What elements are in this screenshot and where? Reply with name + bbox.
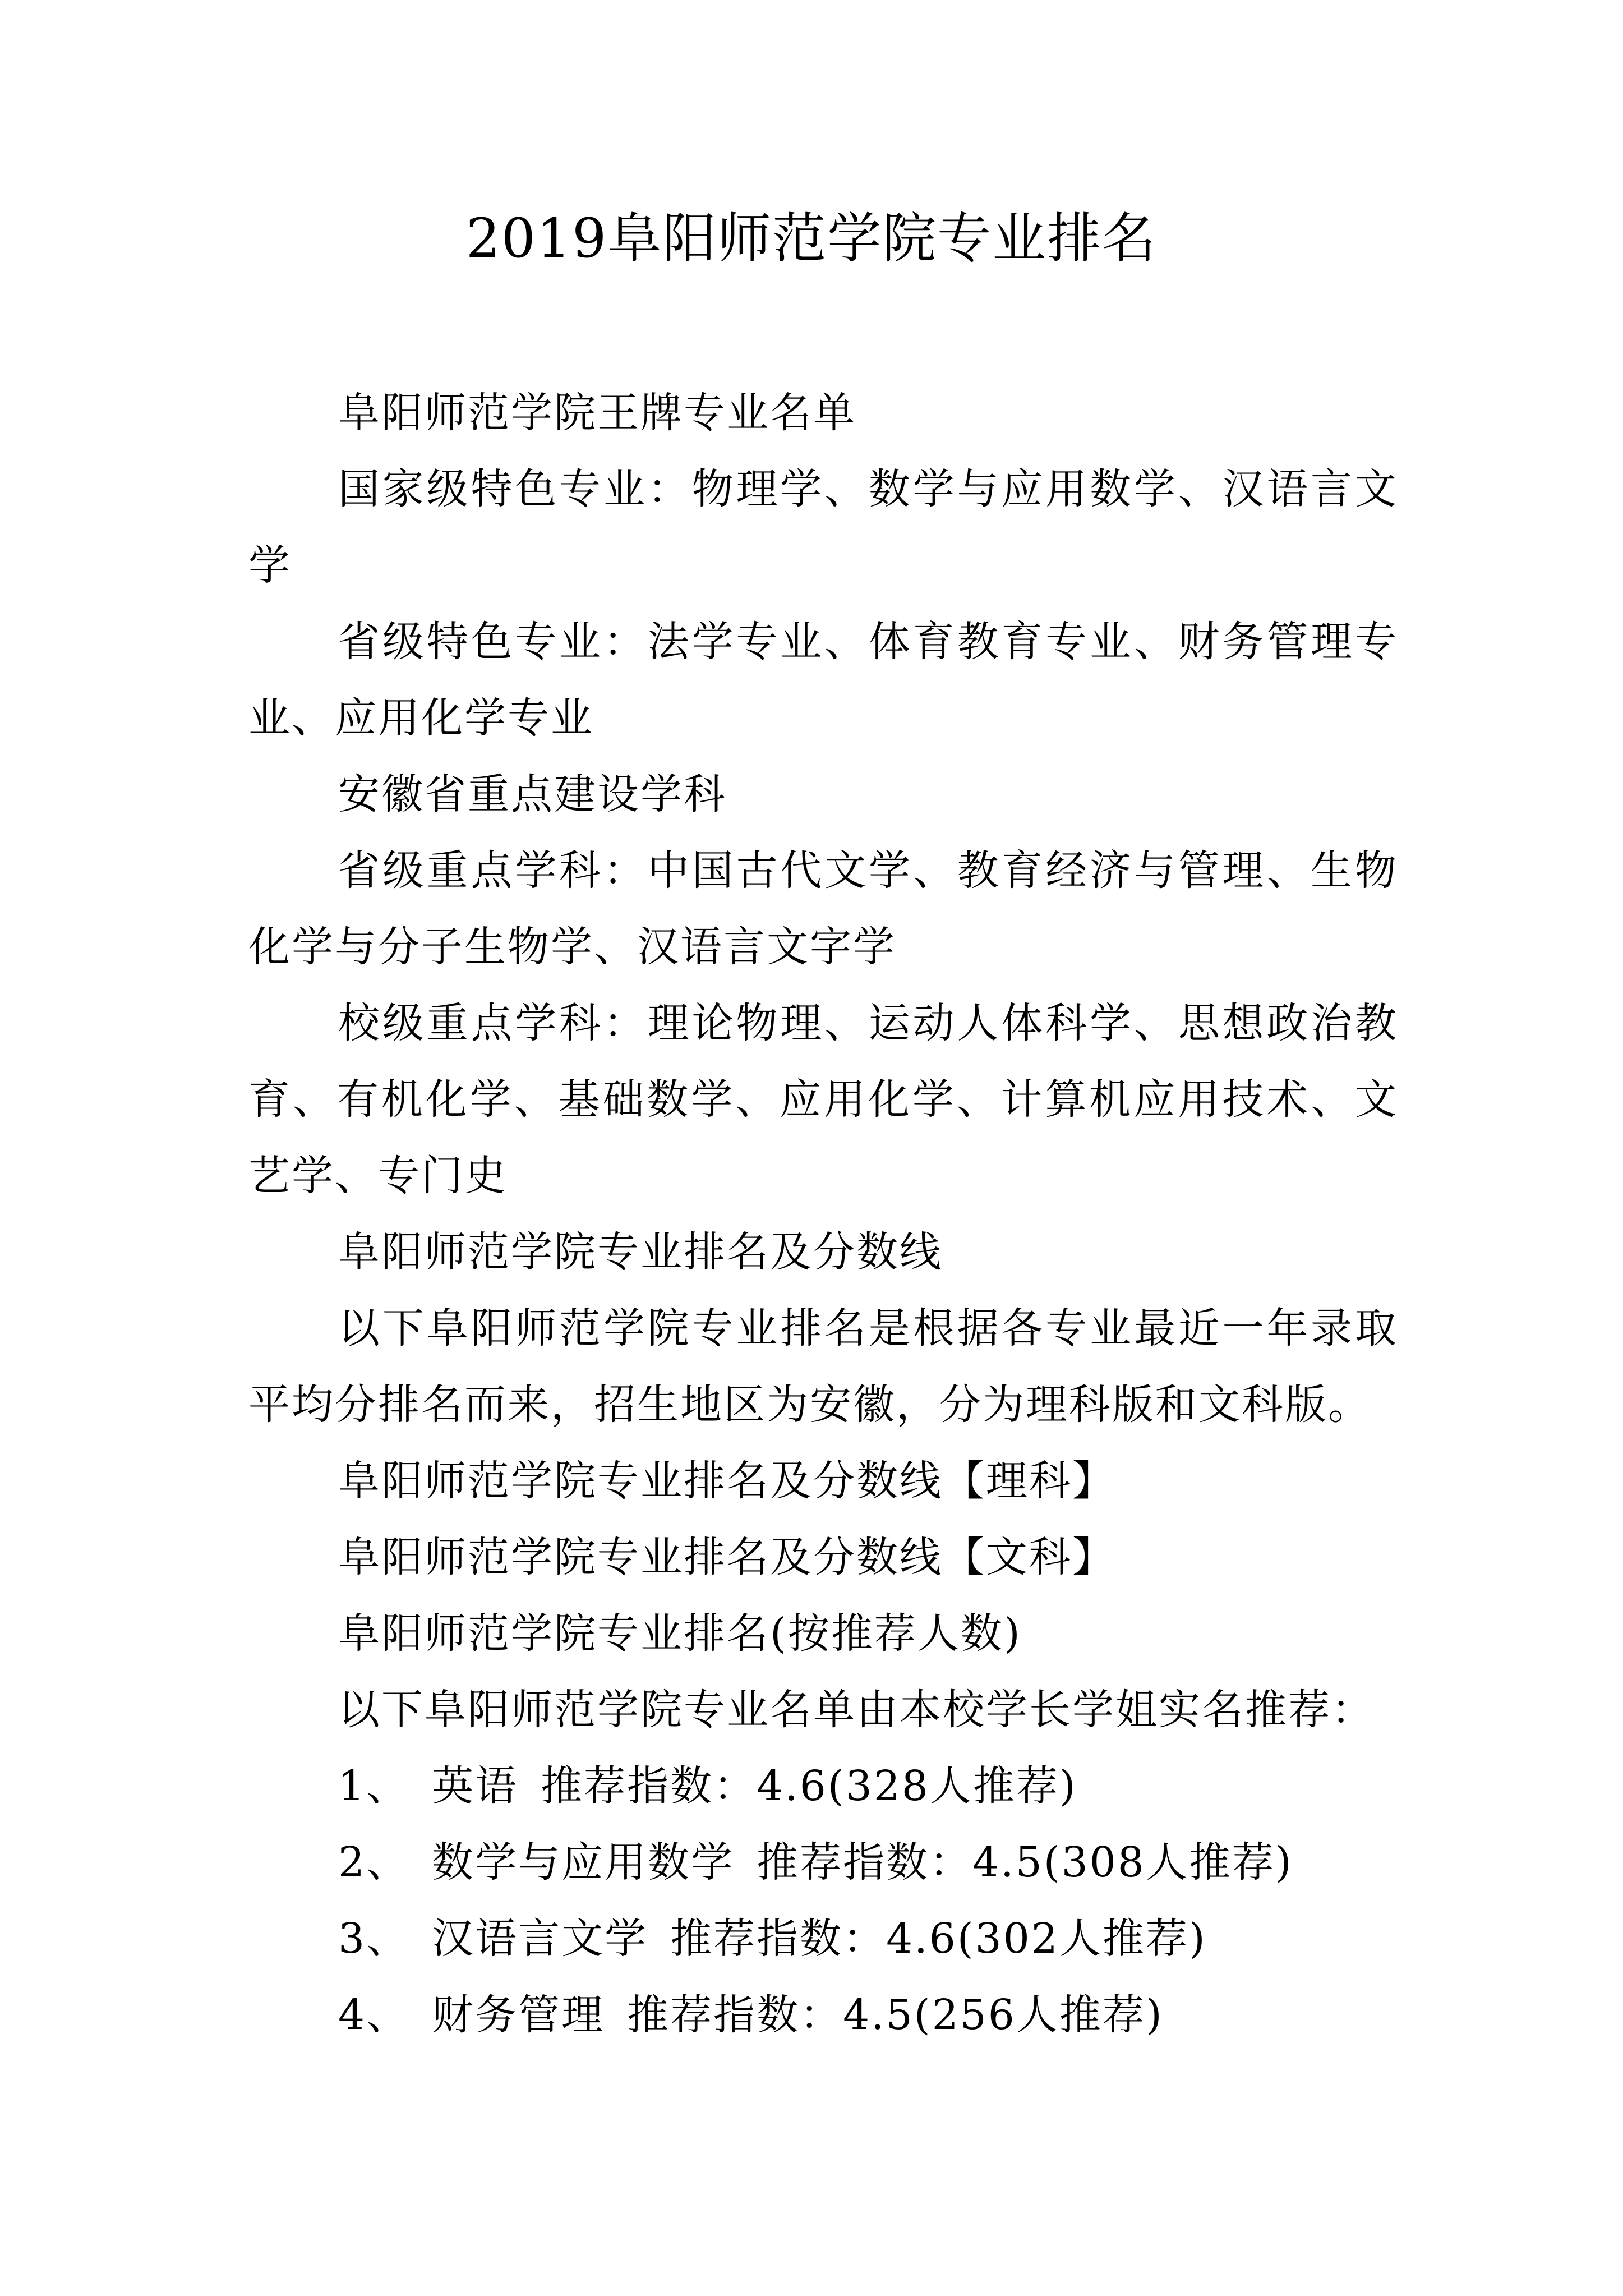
ranking-major: 英语 bbox=[432, 1762, 519, 1810]
paragraph-school-key-disciplines: 校级重点学科：理论物理、运动人体科学、思想政治教育、有机化学、基础数学、应用化学、计算机应用技术、文艺学、专门史 bbox=[248, 999, 1398, 1200]
ranking-item bbox=[248, 1748, 1398, 1824]
paragraph-provincial-key-disciplines: 省级重点学科：中国古代文学、教育经济与管理、生物化学与分子生物学、汉语言文字学 bbox=[248, 846, 1398, 971]
document-title: 2019阜阳师范学院专业排名 bbox=[465, 207, 1158, 270]
ranking-index: 推荐指数：4.5(308人推荐) bbox=[757, 1838, 1293, 1887]
ranking-number: 3、 bbox=[338, 1915, 410, 1963]
ranking-number: 4、 bbox=[338, 1991, 410, 2039]
ranking-number: 2、 bbox=[338, 1838, 410, 1887]
paragraph-ranking-explanation: 以下阜阳师范学院专业排名是根据各专业最近一年录取平均分排名而来，招生地区为安徽，分为理科版和文科版。 bbox=[248, 1304, 1398, 1429]
ranking-index: 推荐指数：4.6(302人推荐) bbox=[670, 1915, 1207, 1963]
ranking-major: 财务管理 bbox=[432, 1991, 605, 2039]
paragraph-ranking-scores-heading: 阜阳师范学院专业排名及分数线 bbox=[338, 1228, 943, 1276]
ranking-item bbox=[248, 1824, 1398, 1901]
ranking-item bbox=[248, 1977, 1398, 2053]
document-body bbox=[248, 375, 1398, 2053]
paragraph-ace-majors-heading: 阜阳师范学院王牌专业名单 bbox=[338, 389, 856, 437]
paragraph-arts-ranking-link: 阜阳师范学院专业排名及分数线【文科】 bbox=[338, 1533, 1115, 1581]
paragraph-national-featured-majors: 国家级特色专业：物理学、数学与应用数学、汉语言文学 bbox=[248, 465, 1398, 590]
paragraph-science-ranking-link: 阜阳师范学院专业排名及分数线【理科】 bbox=[338, 1457, 1115, 1505]
ranking-major: 汉语言文学 bbox=[432, 1915, 648, 1963]
ranking-index: 推荐指数：4.5(256人推荐) bbox=[627, 1991, 1164, 2039]
paragraph-key-disciplines-heading: 安徽省重点建设学科 bbox=[338, 770, 727, 818]
paragraph-recommendation-ranking-heading: 阜阳师范学院专业排名(按推荐人数) bbox=[338, 1609, 1022, 1658]
ranking-index: 推荐指数：4.6(328人推荐) bbox=[541, 1762, 1077, 1810]
ranking-number: 1、 bbox=[338, 1762, 410, 1810]
ranking-item bbox=[248, 1901, 1398, 1977]
paragraph-provincial-featured-majors: 省级特色专业：法学专业、体育教育专业、财务管理专业、应用化学专业 bbox=[248, 618, 1398, 742]
paragraph-recommendation-intro: 以下阜阳师范学院专业名单由本校学长学姐实名推荐： bbox=[338, 1686, 1375, 1734]
ranking-major: 数学与应用数学 bbox=[432, 1838, 735, 1887]
